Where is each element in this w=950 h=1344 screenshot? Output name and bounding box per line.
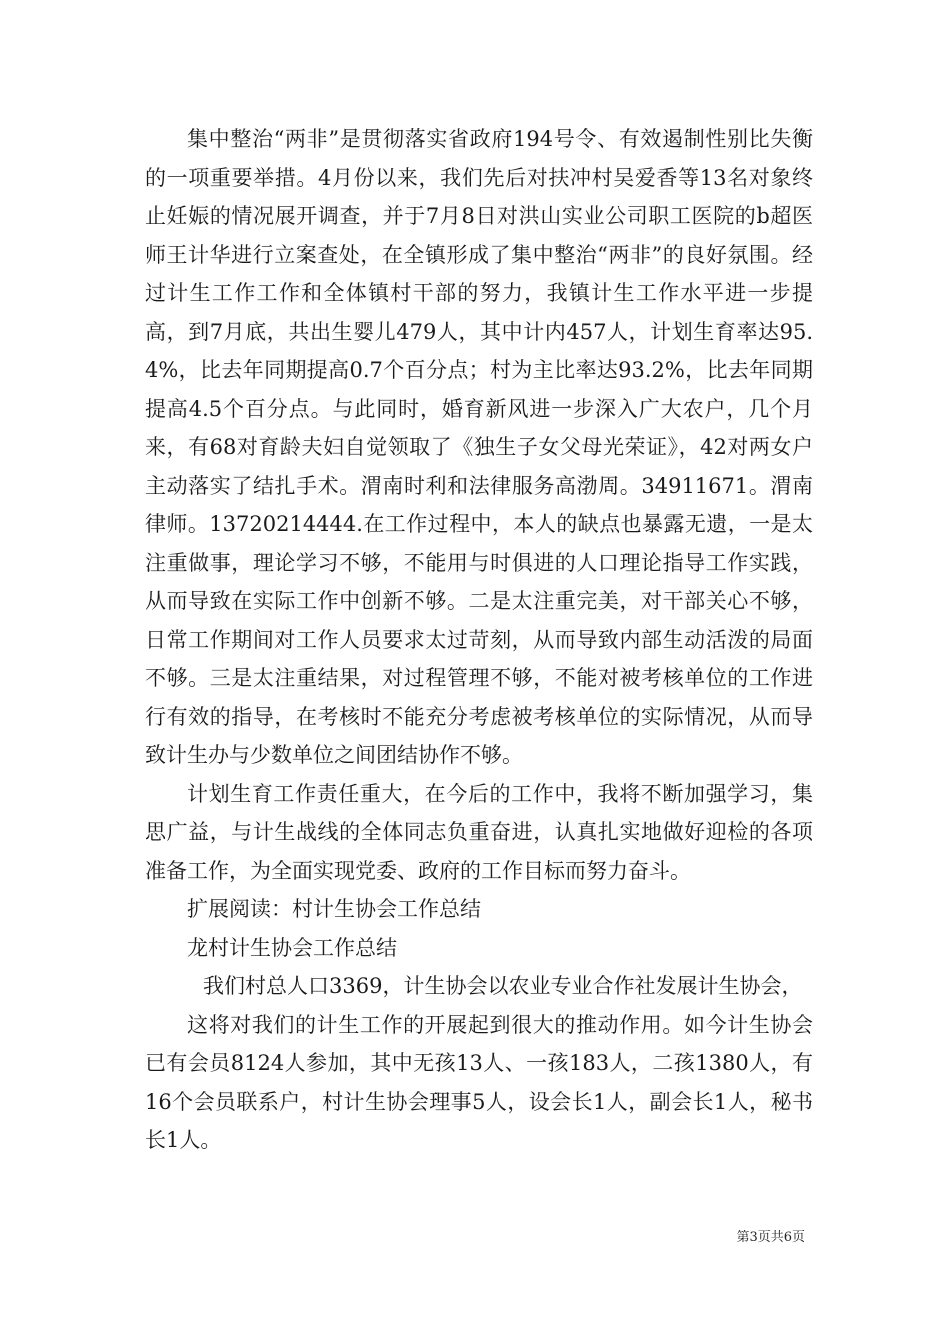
paragraph-association-members: 这将对我们的计生工作的开展起到很大的推动作用。如今计生协会已有会员8124人参加，其中无孩13人、一孩183人，二孩1380人，有16个会员联系户，村计生协会理事5人，设会长1人，副会长1人，秘书长1人。 [145,1012,813,1152]
paragraph-village-association-title: 龙村计生协会工作总结 [187,935,397,960]
paragraph-village-population: 我们村总人口3369，计生协会以农业专业合作社发展计生协会， [203,974,803,998]
document-body [145,120,813,1160]
paragraph-two-illegal-rectification: 集中整治“两非”是贯彻落实省政府194号令、有效遏制性别比失衡的一项重要举措。4月份以来，我们先后对扶冲村吴爱香等13名对象终止妊娠的情况展开调查，并于7月8日对洪山实业公司职工医院的b超医师王计华进行立案查处，在全镇形成了集中整治“两非”的良好氛围。经过计生工作工作和全体镇村干部的努力，我镇计生工作水平进一步提高，到7月底，共出生婴儿479人，其中计内457人，计划生育率达95.4%，比去年同期提高0.7个百分点；村为主比率达93.2%，比去年同期提高4.5个百分点。与此同时，婚育新风进一步深入广大农户，几个月来，有68对育龄夫妇自觉领取了《独生子女父母光荣证》，42对两女户主动落实了结扎手术。渭南时利和法律服务高渤周。34911671。渭南律师。13720214444.在工作过程中，本人的缺点也暴露无遗，一是太注重做事，理论学习不够，不能用与时俱进的人口理论指导工作实践，从而导致在实际工作中创新不够。二是太注重完美，对干部关心不够，日常工作期间对工作人员要求太过苛刻，从而导致内部生动活泼的局面不够。三是太注重结果，对过程管理不够，不能对被考核单位的工作进行有效的指导，在考核时不能充分考虑被考核单位的实际情况，从而导致计生办与少数单位之间团结协作不够。 [145,127,813,767]
paragraph-future-work: 计划生育工作责任重大，在今后的工作中，我将不断加强学习，集思广益，与计生战线的全体同志负重奋进，认真扎实地做好迎检的各项准备工作，为全面实现党委、政府的工作目标而努力奋斗。 [145,781,813,883]
paragraph-extended-reading-heading: 扩展阅读：村计生协会工作总结 [187,897,481,921]
page-number: 第3页共6页 [736,1230,805,1245]
